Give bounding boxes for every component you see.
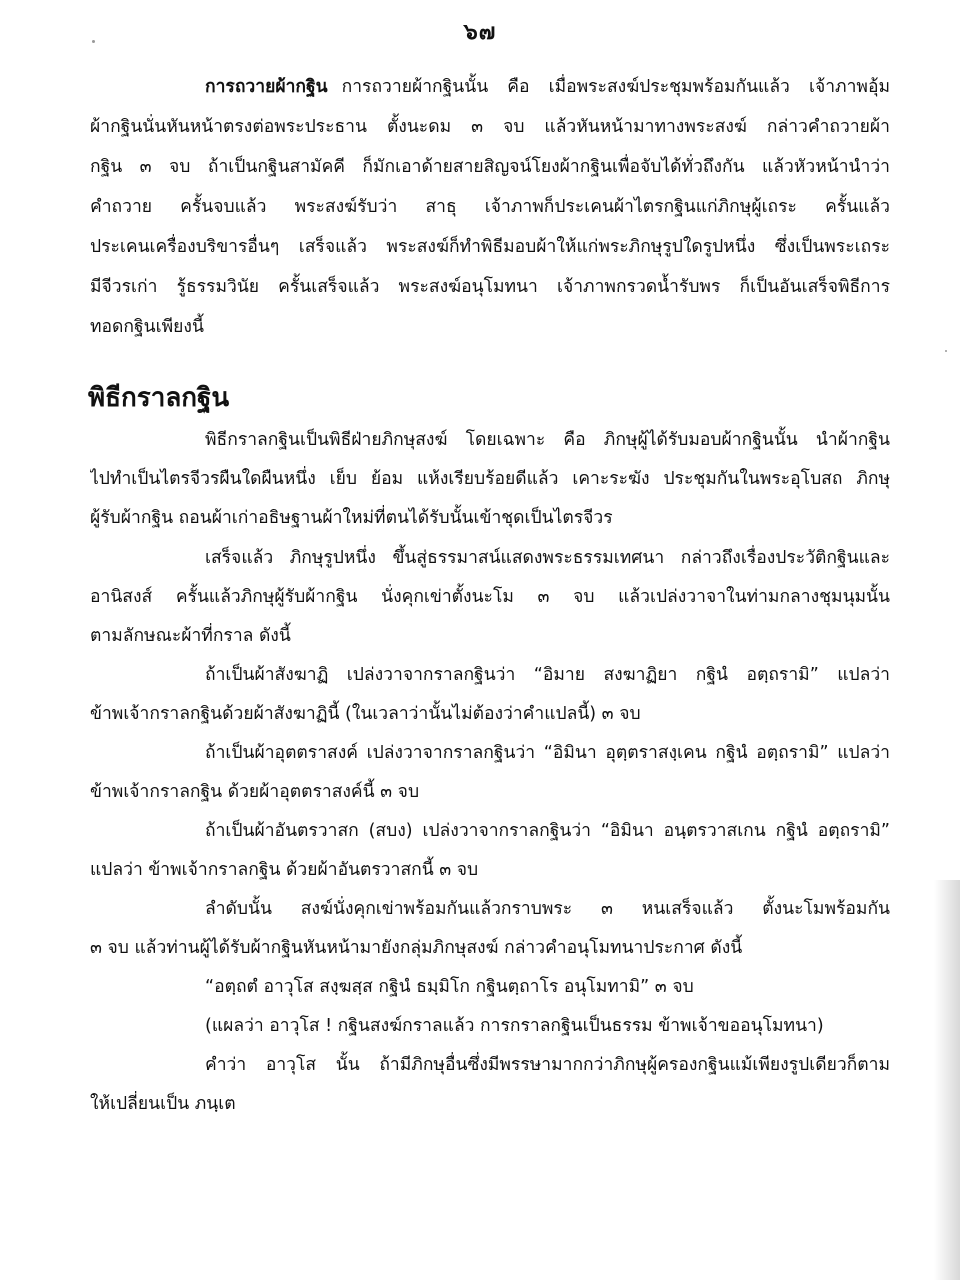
- paragraph-line: [205, 67, 890, 107]
- paragraph-line: ถ้าเป็นผ้าอุตตราสงค์ เปล่งวาจากราลกฐินว่า “อิมินา อุตฺตราสงฺเคน กฐินํ อตฺถรามิ” แปลว่า: [205, 743, 890, 763]
- paragraph-line: คำว่า อาวุโส นั้น ถ้ามีภิกษุอื่นซึ่งมีพรรษามากกว่าภิกษุผู้ครองกฐินแม้เพียงรูปเดียวก็ตาม: [205, 1055, 890, 1075]
- scan-speck: [92, 40, 95, 43]
- page-number: ๖๗: [463, 20, 497, 45]
- paragraph-line: ข้าพเจ้ากราลกฐิน ด้วยผ้าอุตตราสงค์นี้ ๓ จบ: [90, 782, 420, 802]
- paragraph-line: มีจีวรเก่า รู้ธรรมวินัย ครั้นเสร็จแล้ว พระสงฆ์อนุโมทนา เจ้าภาพกรวดน้ำรับพร ก็เป็นอันเสร็จพิธีการ: [90, 277, 890, 297]
- paragraph-line: กฐิน ๓ จบ ถ้าเป็นกฐินสามัคคี ก็มักเอาด้ายสายสิญจน์โยงผ้ากฐินเพื่อจับได้ทั่วถึงกัน แล้วหัวหน้านำว่า: [90, 157, 890, 177]
- line-text: การถวายผ้ากฐินนั้น คือ เมื่อพระสงฆ์ประชุมพร้อมกันแล้ว เจ้าภาพอุ้ม: [341, 77, 890, 97]
- paragraph-line: ผ้ากฐินนั่นหันหน้าตรงต่อพระประธาน ตั้งนะดม ๓ จบ แล้วหันหน้ามาทางพระสงฆ์ กล่าวคำถวายผ้า: [90, 117, 890, 137]
- paragraph-line: ทอดกฐินเพียงนี้: [90, 317, 204, 337]
- paragraph-line: คำถวาย ครั้นจบแล้ว พระสงฆ์รับว่า สาธุ เจ้าภาพก็ประเคนผ้าไตรกฐินแก่ภิกษุผู้เถระ ครั้นแล้ว: [90, 197, 890, 217]
- paragraph-line: ถ้าเป็นผ้าอันตรวาสก (สบง) เปล่งวาจากราลกฐินว่า “อิมินา อนฺตรวาสเกน กฐินํ อตฺถรามิ”: [205, 821, 890, 841]
- scan-edge-shadow: [934, 880, 960, 1280]
- paragraph-line: เสร็จแล้ว ภิกษุรูปหนึ่ง ขึ้นสู่ธรรมาสน์แสดงพระธรรมเทศนา กล่าวถึงเรื่องประวัติกฐินและ: [205, 548, 890, 568]
- scan-speck: [945, 350, 947, 352]
- paragraph-line: ลำดับนั้น สงฆ์นั่งคุกเข่าพร้อมกันแล้วกราบพระ ๓ หนเสร็จแล้ว ตั้งนะโมพร้อมกัน: [205, 899, 890, 919]
- paragraph-line: อานิสงส์ ครั้นแล้วภิกษุผู้รับผ้ากฐิน นั่งคุกเข่าตั้งนะโม ๓ จบ แล้วเปล่งวาจาในท่ามกลางชุมนุมนั้น: [90, 587, 890, 607]
- paragraph-line: ถ้าเป็นผ้าสังฆาฏิ เปล่งวาจากราลกฐินว่า “อิมาย สงฆาฏิยา กฐินํ อตฺถรามิ” แปลว่า: [205, 665, 890, 685]
- paragraph-line: พิธีกราลกฐินเป็นพิธีฝ่ายภิกษุสงฆ์ โดยเฉพาะ คือ ภิกษุผู้ได้รับมอบผ้ากฐินนั้น นำผ้ากฐิน: [205, 430, 890, 450]
- paragraph-line: ๓ จบ แล้วท่านผู้ได้รับผ้ากฐินหันหน้ามายังกลุ่มภิกษุสงฆ์ กล่าวคำอนุโมทนาประกาศ ดังนี้: [90, 938, 743, 958]
- paragraph-line: แปลว่า ข้าพเจ้ากราลกฐิน ด้วยผ้าอันตรวาสกนี้ ๓ จบ: [90, 860, 479, 880]
- paragraph-line: ตามลักษณะผ้าที่กราล ดังนี้: [90, 626, 291, 646]
- paragraph-line: ผู้รับผ้ากฐิน ถอนผ้าเก่าอธิษฐานผ้าใหม่ที่ตนได้รับนั้นเข้าชุดเป็นไตรจีวร: [90, 508, 613, 528]
- translation-line: (แผลว่า อาวุโส ! กฐินสงฆ์กราลแล้ว การกราลกฐินเป็นธรรม ข้าพเจ้าขออนุโมทนา): [205, 1016, 824, 1036]
- section-lead: การถวายผ้ากฐิน: [205, 77, 328, 97]
- paragraph-line: ข้าพเจ้ากราลกฐินด้วยผ้าสังฆาฏินี้ (ในเวลาว่านั้นไม่ต้องว่าคำแปลนี้) ๓ จบ: [90, 704, 641, 724]
- paragraph-line: ประเคนเครื่องบริขารอื่นๆ เสร็จแล้ว พระสงฆ์ก็ทำพิธีมอบผ้าให้แก่พระภิกษุรูปใดรูปหนึ่ง ซึ่งเป็นพระเถระ: [90, 237, 890, 257]
- pali-verse: “อตฺถตํ อาวุโส สงฺฆสฺส กฐินํ ธมฺมิโก กฐินตฺถาโร อนุโมทามิ” ๓ จบ: [205, 977, 694, 997]
- paragraph-line: ไปทำเป็นไตรจีวรผืนใดผืนหนึ่ง เย็บ ย้อม แห้งเรียบร้อยดีแล้ว เคาะระฆัง ประชุมกันในพระอุโบสถ ภิกษุ: [90, 469, 890, 489]
- paragraph-line: ให้เปลี่ยนเป็น ภนฺเต: [90, 1094, 236, 1114]
- section-heading: พิธีกราลกฐิน: [88, 383, 230, 413]
